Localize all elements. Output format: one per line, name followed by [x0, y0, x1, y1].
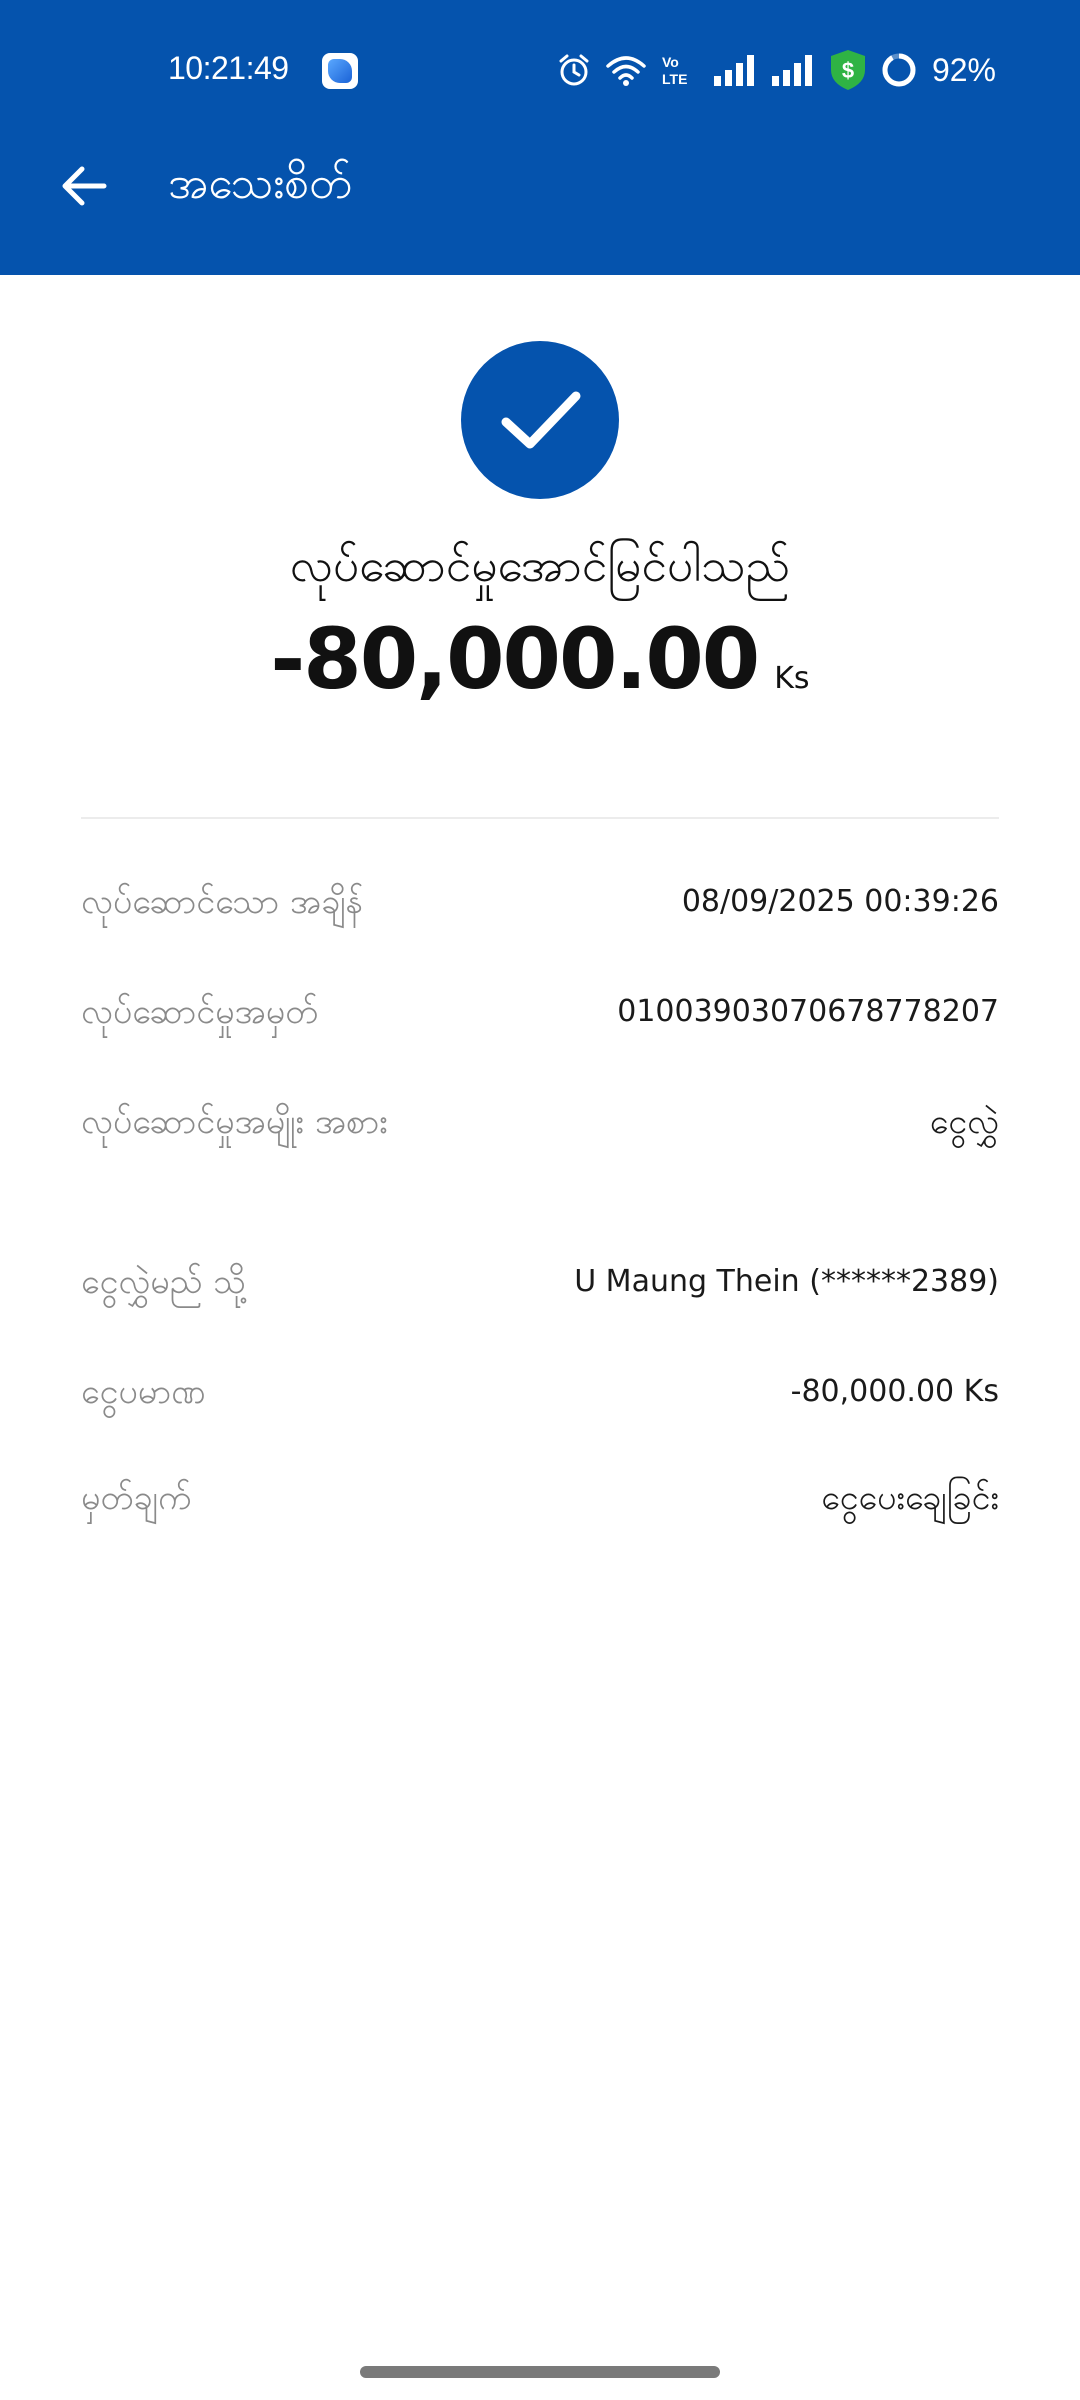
volte-icon [660, 52, 700, 88]
detail-value: -80,000.00 Ks [790, 1374, 999, 1409]
status-time: 10:21:49 [168, 50, 289, 86]
detail-label: လုပ်ဆောင်မှုအမျိုး အစား [81, 1102, 388, 1142]
signal-icon [712, 52, 758, 88]
detail-value: 01003903070678778207 [617, 994, 999, 1029]
arrow-left-icon [58, 160, 110, 212]
detail-row-transaction-id [81, 988, 999, 1036]
signal-icon-2 [770, 52, 816, 88]
detail-value: U Maung Thein (******2389) [574, 1264, 999, 1299]
success-badge [461, 341, 619, 499]
checkmark-icon [494, 374, 586, 466]
detail-value: ငွေပေးချေခြင်း [821, 1478, 999, 1518]
detail-row-amount [81, 1368, 999, 1416]
svg-text:$: $ [841, 58, 855, 83]
detail-label: မှတ်ချက် [81, 1478, 192, 1518]
detail-row-recipient [81, 1258, 999, 1306]
status-icons [556, 48, 996, 92]
detail-row-transaction-type [81, 1098, 999, 1146]
app-header [0, 0, 1080, 275]
detail-row-note [81, 1474, 999, 1522]
detail-value: 08/09/2025 00:39:26 [681, 884, 999, 919]
detail-label: ငွေလွှဲမည် သို့ [81, 1262, 247, 1302]
amount-display [0, 610, 1080, 708]
home-indicator[interactable] [360, 2366, 720, 2378]
battery-ring-icon [880, 51, 918, 89]
alarm-icon [556, 52, 592, 88]
detail-label: ငွေပမာဏ [81, 1372, 206, 1412]
detail-value: ငွေလွှဲ [929, 1102, 999, 1142]
detail-label: လုပ်ဆောင်မှုအမှတ် [81, 992, 319, 1032]
divider [81, 817, 999, 819]
notification-app-icon [322, 53, 358, 89]
battery-percent: 92% [931, 51, 996, 88]
wifi-icon [604, 52, 648, 88]
page-title: အသေးစိတ် [168, 158, 352, 209]
amount-value: -80,000.00 [270, 610, 759, 708]
back-button[interactable] [48, 150, 120, 222]
amount-currency: Ks [774, 661, 810, 696]
detail-row-time [81, 878, 999, 926]
shield-dollar-icon [828, 48, 868, 92]
detail-label: လုပ်ဆောင်သော အချိန် [81, 882, 364, 922]
svg-text:Vo: Vo [661, 54, 679, 70]
svg-text:LTE: LTE [661, 71, 688, 87]
transaction-status: လုပ်ဆောင်မှုအောင်မြင်ပါသည် [289, 538, 791, 592]
